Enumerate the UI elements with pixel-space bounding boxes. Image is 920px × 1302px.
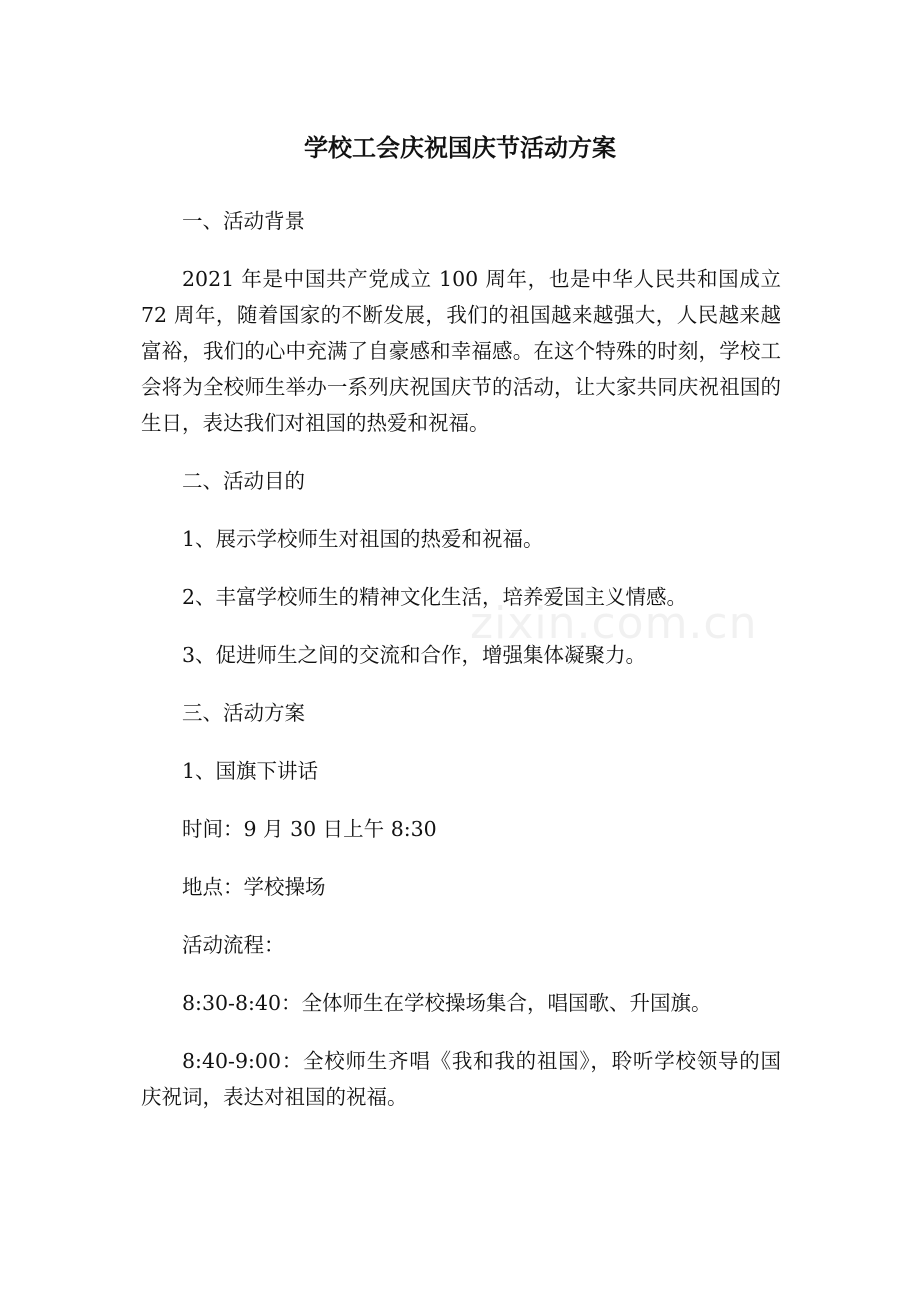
plan-item-1-location: 地点：学校操场 — [182, 875, 326, 899]
section-heading-plan: 三、活动方案 — [182, 701, 305, 725]
watermark: zixin.com.cn — [470, 598, 758, 649]
plan-item-1-flow-heading: 活动流程： — [182, 933, 285, 957]
purpose-item-1: 1、展示学校师生对祖国的热爱和祝福。 — [182, 527, 544, 551]
purpose-item-2: 2、丰富学校师生的精神文化生活，培养爱国主义情感。 — [182, 585, 688, 609]
section-heading-background: 一、活动背景 — [182, 209, 305, 233]
section-heading-purpose: 二、活动目的 — [182, 469, 305, 493]
document-body — [141, 203, 781, 1115]
paragraph-background: 2021 年是中国共产党成立 100 周年，也是中华人民共和国成立 72 周年，随着国家的不断发展，我们的祖国越来越强大，人民越来越富裕，我们的心中充满了自豪感和幸福感。在这个特殊的时刻，学校工会将为全校师生举办一系列庆祝国庆节的活动，让大家共同庆祝祖国的生日，表达我们对祖国的热爱和祝福。 — [141, 267, 781, 435]
plan-item-1-time: 时间：9 月 30 日上午 8:30 — [182, 817, 437, 841]
plan-item-1-flow-step-1: 8:30-8:40：全体师生在学校操场集合，唱国歌、升国旗。 — [182, 991, 712, 1015]
plan-item-1-title: 1、国旗下讲话 — [182, 759, 319, 783]
document-title: 学校工会庆祝国庆节活动方案 — [304, 134, 616, 162]
purpose-item-3: 3、促进师生之间的交流和合作，增强集体凝聚力。 — [182, 643, 647, 667]
plan-item-1-flow-step-2: 8:40-9:00：全校师生齐唱《我和我的祖国》，聆听学校领导的国庆祝词，表达对祖国的祝福。 — [141, 1049, 781, 1109]
